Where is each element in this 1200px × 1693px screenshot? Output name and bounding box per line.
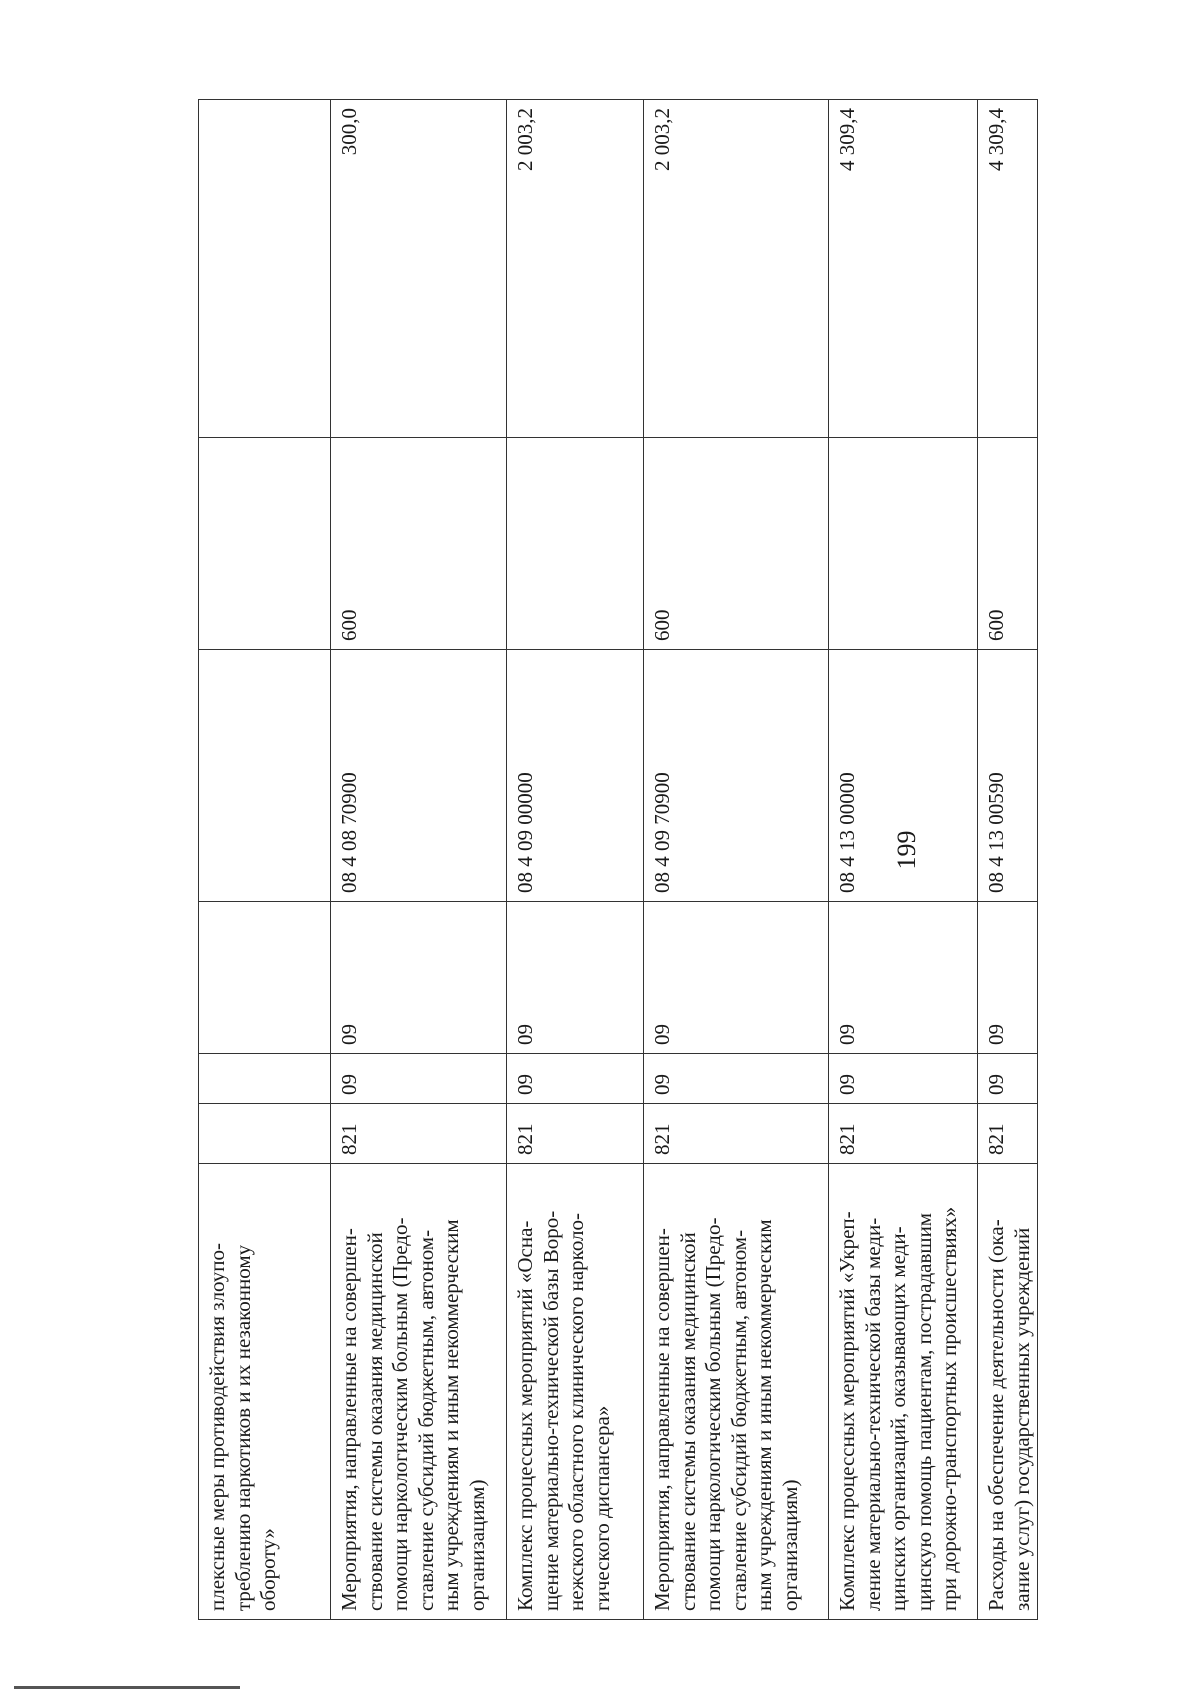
- cell-subsection: 09: [644, 902, 829, 1054]
- table-row: [644, 100, 829, 1620]
- cell-amount: 4 309,4: [829, 100, 978, 438]
- cell-section: 09: [507, 1054, 644, 1104]
- cell-subsection: 09: [978, 902, 1038, 1054]
- cell-target: 08 4 09 70900: [644, 650, 829, 902]
- cell-subsection: [199, 902, 331, 1054]
- cell-name: Комплекс процессных мероприятий «Осна- щение материально-технической базы Воро- нежского областного клинического нарколо- гического диспансера»: [507, 1164, 644, 1620]
- cell-admin: 821: [978, 1104, 1038, 1164]
- cell-expense: [829, 438, 978, 650]
- table-row: [199, 100, 331, 1620]
- cell-subsection: 09: [507, 902, 644, 1054]
- scan-edge-line: [14, 1686, 240, 1689]
- cell-name: Мероприятия, направленные на совершен- ствование системы оказания медицинской помощи наркологическим больным (Предо- ставление субсидий бюджетным, автоном- ным учреждениям и иным некоммерческим организациям): [331, 1164, 507, 1620]
- cell-section: 09: [829, 1054, 978, 1104]
- cell-subsection: 09: [331, 902, 507, 1054]
- page-number: 199: [892, 830, 921, 870]
- cell-target: 08 4 13 00000: [829, 650, 978, 902]
- cell-admin: 821: [644, 1104, 829, 1164]
- cell-target: [199, 650, 331, 902]
- cell-expense: 600: [644, 438, 829, 650]
- rotated-page: [198, 100, 1034, 1620]
- cell-name: Мероприятия, направленные на совершен- ствование системы оказания медицинской помощи наркологическим больным (Предо- ставление субсидий бюджетным, автоном- ным учреждениям и иным некоммерческим организациям): [644, 1164, 829, 1620]
- cell-target: 08 4 13 00590: [978, 650, 1038, 902]
- cell-subsection: 09: [829, 902, 978, 1054]
- cell-admin: 821: [331, 1104, 507, 1164]
- cell-amount: 4 309,4: [978, 100, 1038, 438]
- cell-expense: 600: [331, 438, 507, 650]
- cell-section: 09: [644, 1054, 829, 1104]
- table-row: [331, 100, 507, 1620]
- cell-admin: [199, 1104, 331, 1164]
- cell-admin: 821: [507, 1104, 644, 1164]
- cell-amount: [199, 100, 331, 438]
- cell-name: плексные меры противодействия злоупо- треблению наркотиков и их незаконному обороту»: [199, 1164, 331, 1620]
- cell-amount: 300,0: [331, 100, 507, 438]
- cell-amount: 2 003,2: [644, 100, 829, 438]
- cell-section: [199, 1054, 331, 1104]
- cell-section: 09: [978, 1054, 1038, 1104]
- cell-target: 08 4 08 70900: [331, 650, 507, 902]
- cell-expense: [199, 438, 331, 650]
- cell-expense: [507, 438, 644, 650]
- cell-name: Расходы на обеспечение деятельности (ока- зание услуг) государственных учреждений: [978, 1164, 1038, 1620]
- cell-expense: 600: [978, 438, 1038, 650]
- cell-target: 08 4 09 00000: [507, 650, 644, 902]
- table-row: [507, 100, 644, 1620]
- cell-section: 09: [331, 1054, 507, 1104]
- cell-name: Комплекс процессных мероприятий «Укреп- ление материально-технической базы меди- цинских организаций, оказывающих меди- цинскую помощь пациентам, пострадавшим при дорожно-транспортных происшествиях»: [829, 1164, 978, 1620]
- table-row: [978, 100, 1038, 1620]
- cell-amount: 2 003,2: [507, 100, 644, 438]
- cell-admin: 821: [829, 1104, 978, 1164]
